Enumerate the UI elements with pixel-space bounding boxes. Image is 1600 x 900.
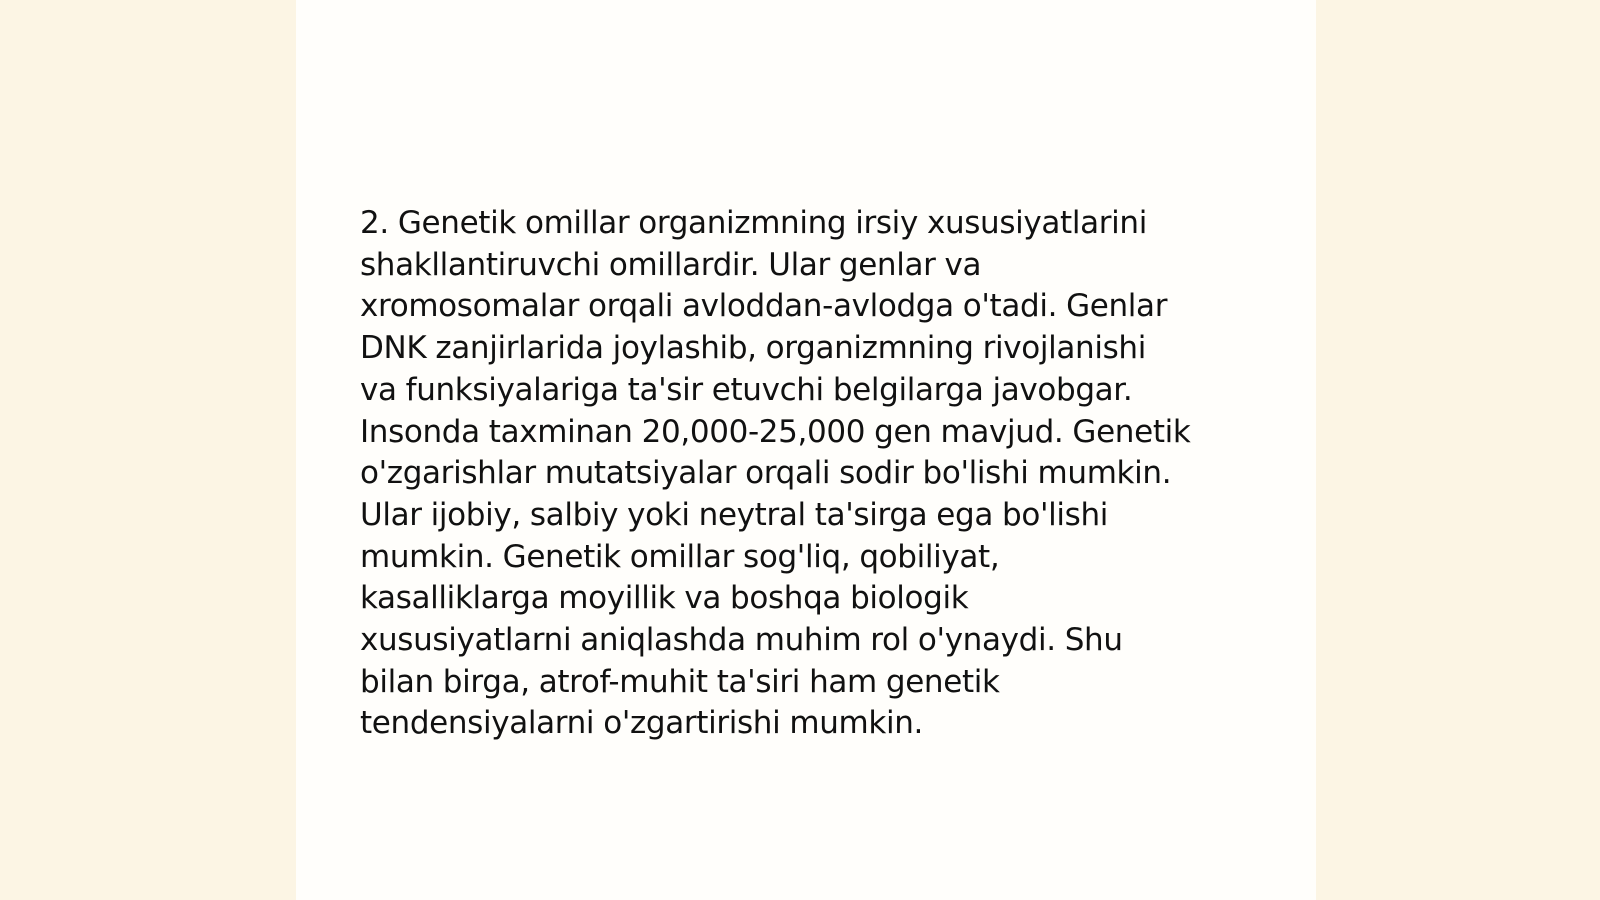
text-line: Insonda taxminan 20,000-25,000 gen mavjud. Genetik <box>360 413 1191 450</box>
text-line: xususiyatlarni aniqlashda muhim rol o'ynaydi. Shu <box>360 622 1123 659</box>
text-line: DNK zanjirlarida joylashib, organizmning rivojlanishi <box>360 330 1146 367</box>
text-line: kasalliklarga moyillik va boshqa biologik <box>360 580 969 617</box>
text-line: o'zgarishlar mutatsiyalar orqali sodir bo'lishi mumkin. <box>360 455 1172 492</box>
text-line: mumkin. Genetik omillar sog'liq, qobiliyat, <box>360 538 1000 575</box>
text-line: tendensiyalarni o'zgartirishi mumkin. <box>360 705 924 742</box>
text-line: Ular ijobiy, salbiy yoki neytral ta'sirga ega bo'lishi <box>360 496 1109 533</box>
slide-page <box>296 0 1316 900</box>
text-line: va funksiyalariga ta'sir etuvchi belgilarga javobgar. <box>360 371 1133 408</box>
right-background-margin <box>1316 0 1600 900</box>
text-line: 2. Genetik omillar organizmning irsiy xususiyatlarini <box>360 205 1147 241</box>
text-line: xromosomalar orqali avloddan-avlodga o'tadi. Genlar <box>360 288 1168 325</box>
text-line: bilan birga, atrof-muhit ta'siri ham genetik <box>360 663 1000 700</box>
slide-body-text <box>360 203 1260 745</box>
left-background-margin <box>0 0 296 900</box>
text-line: shakllantiruvchi omillardir. Ular genlar va <box>360 246 982 283</box>
